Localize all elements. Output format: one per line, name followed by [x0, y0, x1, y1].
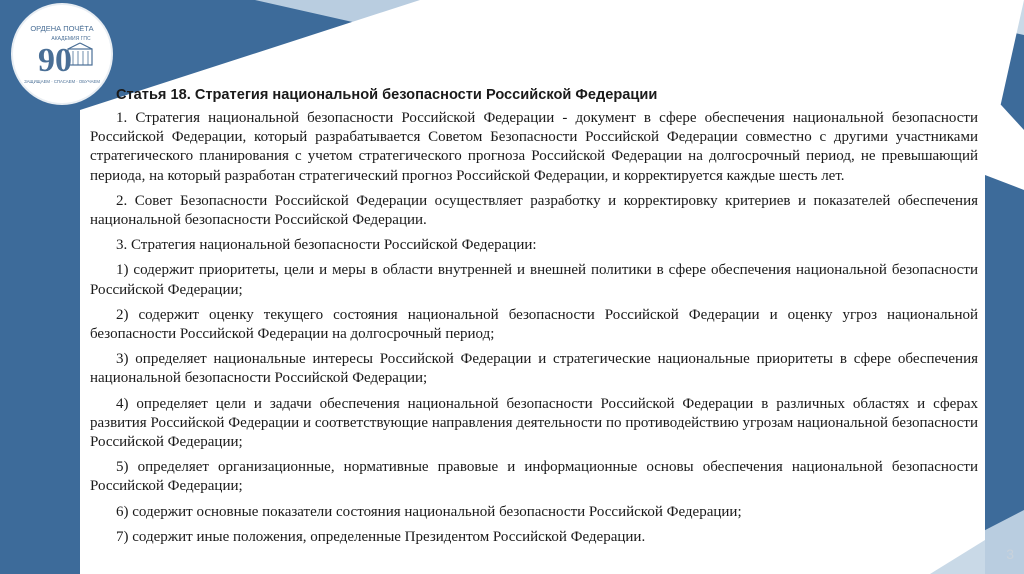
list-item-3: 3) определяет национальные интересы Российской Федерации и стратегические национальные приоритеты в сфере обеспечения национальной безопасности Российской Федерации;: [90, 351, 978, 387]
list-item-5: 5) определяет организационные, нормативные правовые и информационные основы обеспечения национальной безопасности Российской Федерации;: [90, 459, 978, 495]
logo-bottom-text: ЗАЩИЩАЕМ · СПАСАЕМ · ОБУЧАЕМ: [24, 79, 100, 84]
paragraph-1: 1. Стратегия национальной безопасности Российской Федерации - документ в сфере обеспечения национальной безопасности Российской Федерации, который разрабатывается Советом Безопасности Российской Федерации совместно с другими участниками стратегического планирования с учетом стратегического прогноза Российской Федерации на долгосрочный период, не превышающий периода, на который разработан стратегический прогноз Российской Федерации, и корректируется каждые шесть лет.: [90, 110, 978, 184]
left-side-strip: [0, 110, 80, 574]
page-number: 3: [1006, 546, 1014, 562]
list-item-4: 4) определяет цели и задачи обеспечения национальной безопасности Российской Федерации в различных областях и сферах развития Российской Федерации и соответствующие направления деятельности по противодействию угрозам национальной безопасности Российской Федерации;: [90, 395, 978, 451]
paragraph-2: 2. Совет Безопасности Российской Федерации осуществляет разработку и корректировку критериев и показателей обеспечения национальной безопасности Российской Федерации.: [90, 192, 978, 229]
logo-sub-text: АКАДЕМИЯ ГПС: [51, 36, 91, 42]
article-heading: Статья 18. Стратегия национальной безопасности Российской Федерации: [116, 87, 658, 103]
list-item-1: 1) содержит приоритеты, цели и меры в области внутренней и внешней политики в сфере обеспечения национальной безопасности Российской Федерации;: [90, 262, 978, 298]
logo-number: 90: [38, 42, 72, 79]
list-item-2: 2) содержит оценку текущего состояния национальной безопасности Российской Федерации и оценку угроз национальной безопасности Российской Федерации на долгосрочный период;: [90, 306, 978, 343]
article-content: [90, 86, 978, 553]
list-item-7: 7) содержит иные положения, определенные Президентом Российской Федерации.: [116, 528, 646, 545]
list-item-6: 6) содержит основные показатели состояния национальной безопасности Российской Федерации;: [116, 503, 742, 520]
logo-top-text: ОРДЕНА ПОЧЁТА: [30, 24, 94, 33]
paragraph-3: 3. Стратегия национальной безопасности Российской Федерации:: [116, 237, 537, 254]
